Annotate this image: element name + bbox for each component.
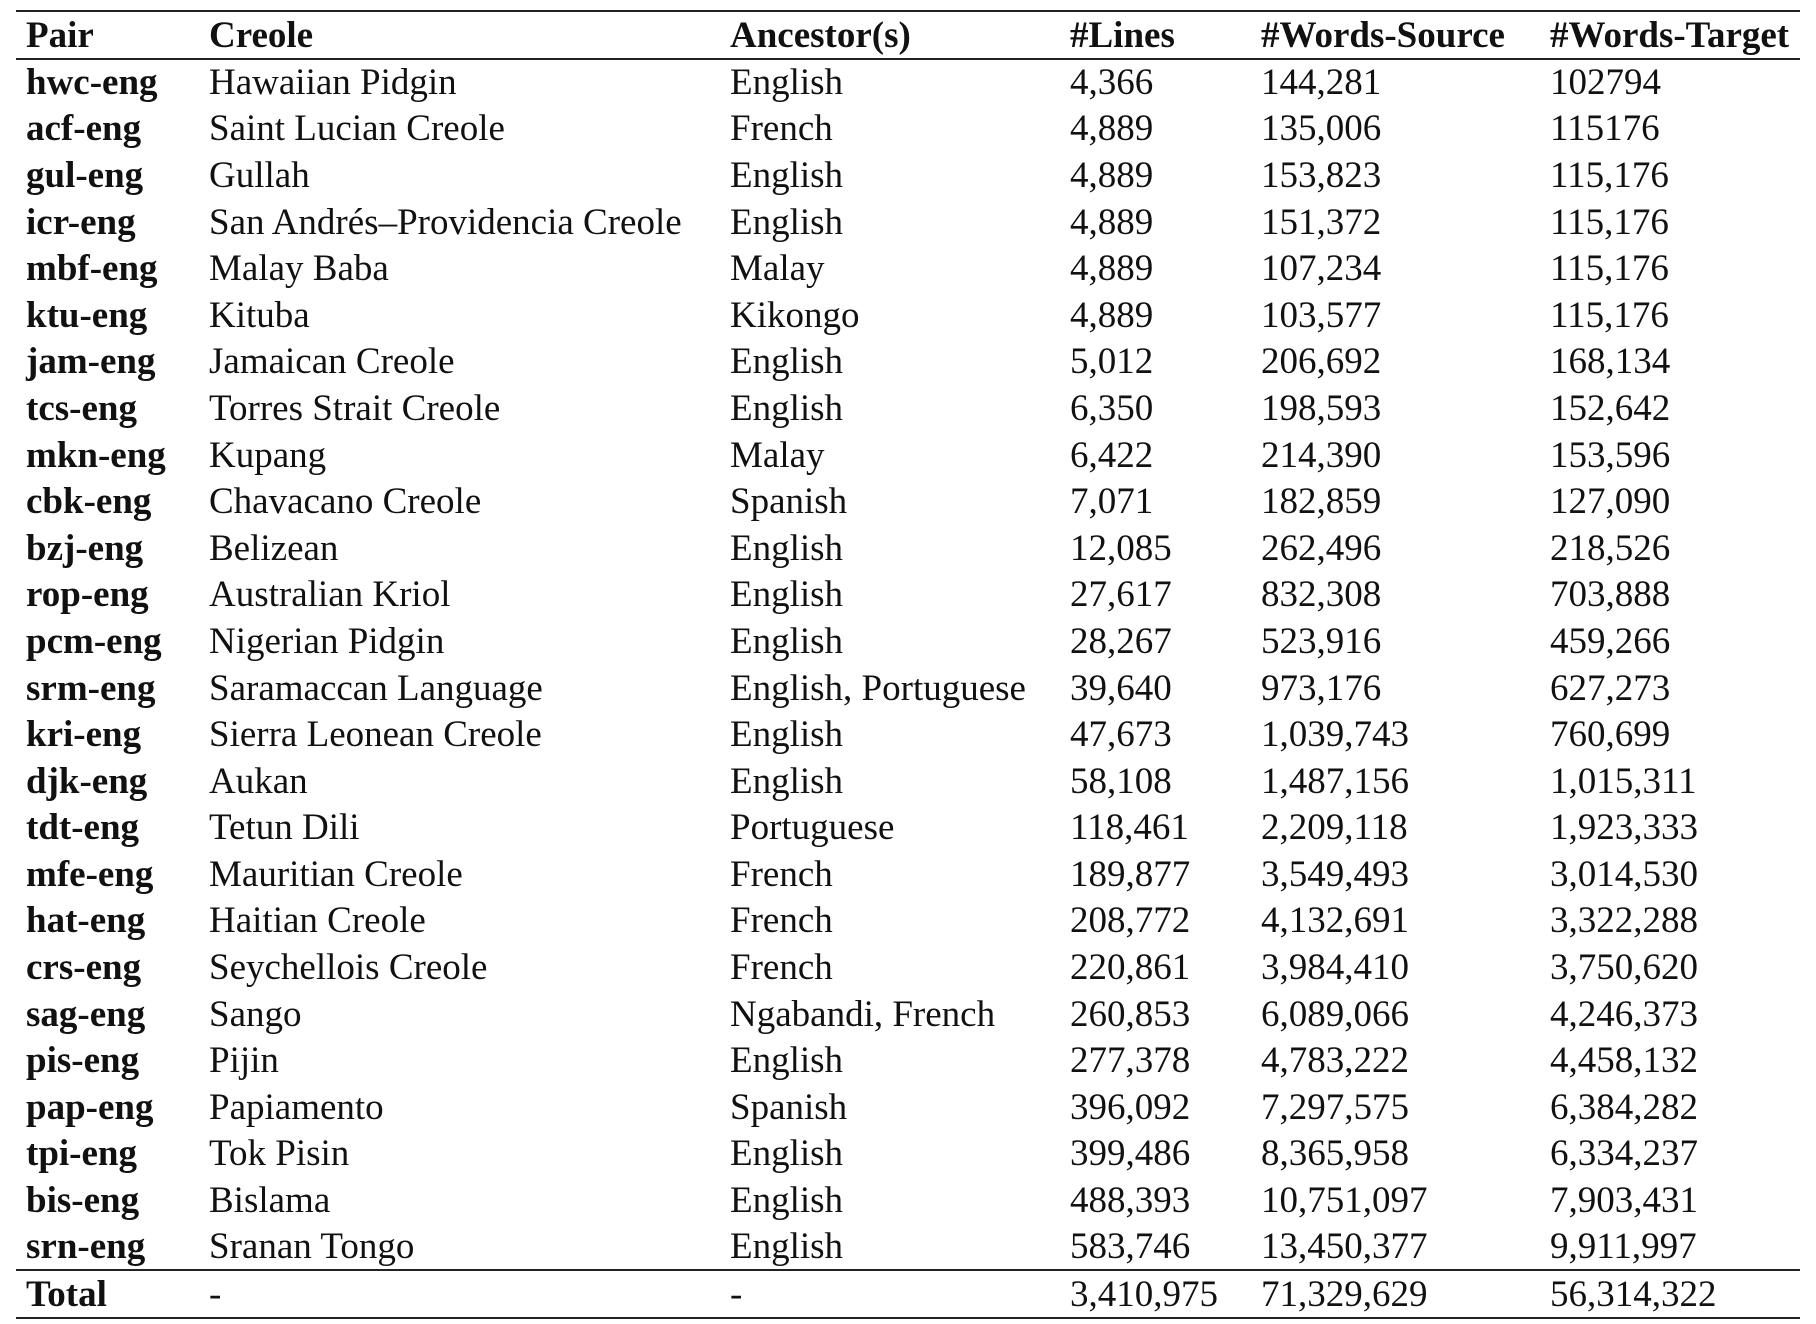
cell-creole: Seychellois Creole	[209, 947, 488, 989]
table-row	[16, 59, 1800, 106]
cell-ancestors: French	[730, 900, 833, 942]
cell-ancestors: Spanish	[730, 1086, 848, 1128]
header-creole: Creole	[209, 14, 314, 56]
cell-creole: Sierra Leonean Creole	[209, 714, 542, 756]
cell-ancestors: Kikongo	[730, 294, 860, 336]
cell-creole: Aukan	[209, 760, 308, 802]
cell-creole: Sango	[209, 993, 302, 1035]
cell-words-source: 3,549,493	[1261, 853, 1409, 895]
cell-words-target: 627,273	[1550, 667, 1671, 709]
cell-pair: kri-eng	[26, 714, 142, 756]
cell-words-target: 6,334,237	[1550, 1133, 1698, 1175]
cell-words-target: 115,176	[1550, 201, 1669, 243]
cell-pair: bzj-eng	[26, 527, 144, 569]
cell-ancestors: English, Portuguese	[730, 667, 1026, 709]
cell-pair: bis-eng	[26, 1180, 140, 1222]
cell-creole: San Andrés–Providencia Creole	[209, 201, 682, 243]
cell-creole: Australian Kriol	[209, 574, 451, 616]
cell-words-target: 115176	[1550, 108, 1660, 150]
cell-ancestors: English	[730, 620, 844, 662]
cell-words-source: 144,281	[1261, 62, 1382, 104]
cell-pair: pcm-eng	[26, 620, 162, 662]
cell-lines: 6,350	[1070, 387, 1154, 429]
cell-ancestors: English	[730, 574, 844, 616]
cell-ancestors: Malay	[730, 248, 825, 290]
cell-creole: Haitian Creole	[209, 900, 426, 942]
table-row	[16, 478, 1800, 525]
cell-creole: Saint Lucian Creole	[209, 108, 505, 150]
cell-words-source: 153,823	[1261, 154, 1382, 196]
cell-words-source: 214,390	[1261, 434, 1382, 476]
cell-words-source: 3,984,410	[1261, 947, 1409, 989]
cell-pair: gul-eng	[26, 154, 144, 196]
cell-pair: cbk-eng	[26, 481, 152, 523]
cell-creole: Torres Strait Creole	[209, 387, 501, 429]
cell-pair: hwc-eng	[26, 62, 158, 104]
cell-words-target: 102794	[1550, 62, 1661, 104]
total-ancestors: -	[730, 1273, 743, 1315]
cell-lines: 4,889	[1070, 154, 1154, 196]
cell-pair: mfe-eng	[26, 853, 154, 895]
cell-lines: 4,889	[1070, 108, 1154, 150]
table-row	[16, 991, 1800, 1038]
cell-ancestors: English	[730, 1226, 844, 1268]
cell-words-target: 760,699	[1550, 714, 1671, 756]
cell-lines: 47,673	[1070, 714, 1172, 756]
cell-words-target: 115,176	[1550, 294, 1669, 336]
cell-words-target: 4,246,373	[1550, 993, 1698, 1035]
cell-lines: 4,366	[1070, 62, 1154, 104]
cell-lines: 12,085	[1070, 527, 1172, 569]
cell-lines: 4,889	[1070, 201, 1154, 243]
table-row	[16, 245, 1800, 292]
cell-words-source: 1,039,743	[1261, 714, 1409, 756]
cell-ancestors: Malay	[730, 434, 825, 476]
cell-creole: Belizean	[209, 527, 339, 569]
cell-lines: 488,393	[1070, 1180, 1191, 1222]
table-row	[16, 665, 1800, 712]
table-row	[16, 1131, 1800, 1178]
cell-pair: crs-eng	[26, 947, 142, 989]
cell-words-source: 198,593	[1261, 387, 1382, 429]
cell-pair: sag-eng	[26, 993, 146, 1035]
cell-creole: Pijin	[209, 1040, 279, 1082]
cell-pair: ktu-eng	[26, 294, 148, 336]
total-row	[16, 1270, 1800, 1318]
cell-words-source: 10,751,097	[1261, 1180, 1428, 1222]
cell-ancestors: English	[730, 1133, 844, 1175]
table-header	[16, 11, 1800, 59]
cell-creole: Kupang	[209, 434, 327, 476]
table-row	[16, 525, 1800, 572]
cell-words-target: 1,923,333	[1550, 807, 1698, 849]
creole-corpus-table	[16, 10, 1800, 1319]
cell-lines: 118,461	[1070, 807, 1189, 849]
header-words-target: #Words-Target	[1550, 14, 1790, 56]
cell-words-source: 8,365,958	[1261, 1133, 1409, 1175]
table-row	[16, 711, 1800, 758]
table-row	[16, 851, 1800, 898]
cell-words-source: 1,487,156	[1261, 760, 1409, 802]
table-row	[16, 944, 1800, 991]
table-row	[16, 898, 1800, 945]
cell-ancestors: French	[730, 108, 833, 150]
cell-pair: pis-eng	[26, 1040, 140, 1082]
cell-ancestors: Portuguese	[730, 807, 895, 849]
table-row	[16, 339, 1800, 386]
cell-lines: 4,889	[1070, 248, 1154, 290]
cell-pair: rop-eng	[26, 574, 149, 616]
cell-words-target: 153,596	[1550, 434, 1671, 476]
cell-lines: 260,853	[1070, 993, 1191, 1035]
cell-ancestors: English	[730, 387, 844, 429]
cell-ancestors: English	[730, 201, 844, 243]
cell-words-target: 152,642	[1550, 387, 1671, 429]
total-label: Total	[26, 1273, 107, 1315]
cell-pair: tcs-eng	[26, 387, 137, 429]
table-body	[16, 59, 1800, 1270]
cell-creole: Bislama	[209, 1180, 331, 1222]
cell-lines: 583,746	[1070, 1226, 1191, 1268]
cell-lines: 189,877	[1070, 853, 1191, 895]
cell-pair: hat-eng	[26, 900, 146, 942]
cell-pair: tpi-eng	[26, 1133, 137, 1175]
cell-ancestors: English	[730, 527, 844, 569]
cell-lines: 58,108	[1070, 760, 1172, 802]
cell-creole: Saramaccan Language	[209, 667, 543, 709]
table-row	[16, 618, 1800, 665]
cell-pair: srm-eng	[26, 667, 156, 709]
cell-words-source: 151,372	[1261, 201, 1382, 243]
cell-creole: Tok Pisin	[209, 1133, 350, 1175]
table-row	[16, 152, 1800, 199]
table-row	[16, 805, 1800, 852]
cell-words-source: 103,577	[1261, 294, 1382, 336]
cell-creole: Gullah	[209, 154, 310, 196]
cell-lines: 27,617	[1070, 574, 1172, 616]
cell-lines: 208,772	[1070, 900, 1191, 942]
cell-pair: djk-eng	[26, 760, 148, 802]
cell-ancestors: French	[730, 947, 833, 989]
cell-creole: Papiamento	[209, 1086, 384, 1128]
cell-words-source: 973,176	[1261, 667, 1382, 709]
cell-words-target: 6,384,282	[1550, 1086, 1698, 1128]
cell-words-target: 127,090	[1550, 481, 1671, 523]
cell-creole: Nigerian Pidgin	[209, 620, 445, 662]
cell-creole: Sranan Tongo	[209, 1226, 415, 1268]
cell-words-target: 3,014,530	[1550, 853, 1698, 895]
header-pair: Pair	[26, 14, 94, 56]
cell-words-source: 182,859	[1261, 481, 1382, 523]
cell-lines: 28,267	[1070, 620, 1172, 662]
cell-words-source: 262,496	[1261, 527, 1382, 569]
cell-words-target: 115,176	[1550, 154, 1669, 196]
header-words-source: #Words-Source	[1261, 14, 1505, 56]
cell-lines: 399,486	[1070, 1133, 1191, 1175]
cell-pair: mkn-eng	[26, 434, 166, 476]
cell-lines: 6,422	[1070, 434, 1154, 476]
cell-words-target: 3,750,620	[1550, 947, 1698, 989]
cell-lines: 7,071	[1070, 481, 1154, 523]
cell-words-source: 7,297,575	[1261, 1086, 1409, 1128]
cell-words-target: 9,911,997	[1550, 1226, 1697, 1268]
cell-words-source: 206,692	[1261, 341, 1382, 383]
cell-ancestors: Spanish	[730, 481, 848, 523]
total-lines: 3,410,975	[1070, 1273, 1218, 1315]
cell-pair: icr-eng	[26, 201, 136, 243]
cell-ancestors: English	[730, 714, 844, 756]
cell-pair: srn-eng	[26, 1226, 146, 1268]
cell-lines: 5,012	[1070, 341, 1154, 383]
table-row	[16, 432, 1800, 479]
cell-ancestors: English	[730, 1040, 844, 1082]
cell-creole: Kituba	[209, 294, 310, 336]
cell-words-target: 703,888	[1550, 574, 1671, 616]
cell-lines: 277,378	[1070, 1040, 1191, 1082]
table-row	[16, 106, 1800, 153]
cell-creole: Hawaiian Pidgin	[209, 62, 457, 104]
cell-ancestors: English	[730, 1180, 844, 1222]
cell-words-target: 3,322,288	[1550, 900, 1698, 942]
cell-creole: Tetun Dili	[209, 807, 360, 849]
cell-pair: pap-eng	[26, 1086, 154, 1128]
cell-words-source: 832,308	[1261, 574, 1382, 616]
cell-words-source: 523,916	[1261, 620, 1382, 662]
table-row	[16, 1037, 1800, 1084]
cell-words-source: 4,132,691	[1261, 900, 1409, 942]
cell-words-target: 218,526	[1550, 527, 1671, 569]
cell-pair: jam-eng	[26, 341, 156, 383]
cell-lines: 396,092	[1070, 1086, 1191, 1128]
cell-words-target: 4,458,132	[1550, 1040, 1698, 1082]
table-row	[16, 758, 1800, 805]
table-row	[16, 385, 1800, 432]
cell-creole: Jamaican Creole	[209, 341, 455, 383]
cell-words-source: 13,450,377	[1261, 1226, 1428, 1268]
cell-words-target: 1,015,311	[1550, 760, 1697, 802]
cell-words-target: 459,266	[1550, 620, 1671, 662]
cell-ancestors: English	[730, 760, 844, 802]
cell-creole: Mauritian Creole	[209, 853, 463, 895]
cell-words-source: 4,783,222	[1261, 1040, 1409, 1082]
cell-lines: 4,889	[1070, 294, 1154, 336]
cell-words-target: 168,134	[1550, 341, 1671, 383]
cell-pair: acf-eng	[26, 108, 142, 150]
cell-ancestors: English	[730, 341, 844, 383]
cell-pair: mbf-eng	[26, 248, 158, 290]
table-row	[16, 572, 1800, 619]
header-lines: #Lines	[1070, 14, 1175, 56]
table-row	[16, 1084, 1800, 1131]
header-row	[16, 11, 1800, 59]
table-row	[16, 199, 1800, 246]
cell-ancestors: English	[730, 62, 844, 104]
table-row	[16, 1224, 1800, 1271]
cell-lines: 220,861	[1070, 947, 1191, 989]
cell-words-source: 107,234	[1261, 248, 1382, 290]
total-creole: -	[209, 1273, 222, 1315]
table-row	[16, 1177, 1800, 1224]
cell-creole: Chavacano Creole	[209, 481, 482, 523]
header-ancestors: Ancestor(s)	[730, 14, 911, 56]
cell-words-source: 2,209,118	[1261, 807, 1408, 849]
table-row	[16, 292, 1800, 339]
cell-pair: tdt-eng	[26, 807, 140, 849]
cell-words-target: 7,903,431	[1550, 1180, 1698, 1222]
table-footer	[16, 1270, 1800, 1318]
total-words-source: 71,329,629	[1261, 1273, 1428, 1315]
cell-words-source: 135,006	[1261, 108, 1382, 150]
cell-ancestors: French	[730, 853, 833, 895]
cell-ancestors: English	[730, 154, 844, 196]
cell-ancestors: Ngabandi, French	[730, 993, 996, 1035]
cell-words-target: 115,176	[1550, 248, 1669, 290]
total-words-target: 56,314,322	[1550, 1273, 1717, 1315]
cell-creole: Malay Baba	[209, 248, 389, 290]
cell-words-source: 6,089,066	[1261, 993, 1409, 1035]
cell-lines: 39,640	[1070, 667, 1172, 709]
